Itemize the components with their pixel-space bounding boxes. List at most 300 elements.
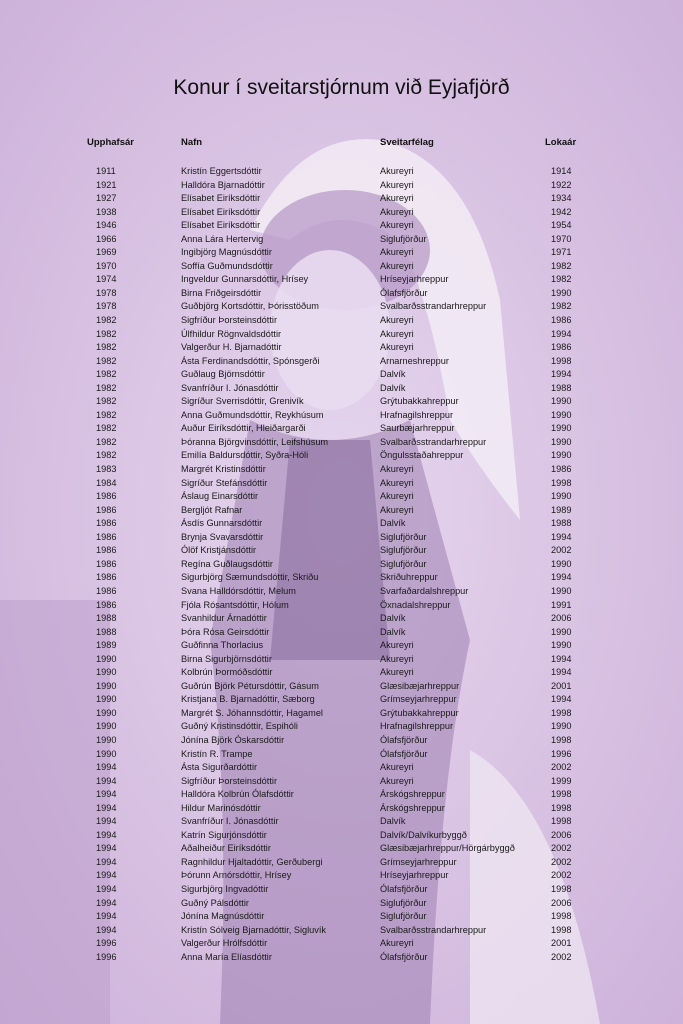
cell-end-year: 1991 <box>551 599 572 610</box>
cell-name: Svanfríður I. Jónasdóttir <box>181 382 279 393</box>
cell-name: Birna Friðgeirsdóttir <box>181 287 262 298</box>
cell-name: Emilía Baldursdóttir, Syðra-Hóli <box>181 450 309 461</box>
cell-municipality: Siglufjörður <box>380 897 427 908</box>
table-row <box>0 585 683 599</box>
cell-name: Ásta Ferdinandsdóttir, Spónsgerði <box>181 355 320 366</box>
cell-name: Elísabet Eiríksdóttir <box>181 193 261 204</box>
cell-end-year: 1998 <box>551 802 572 813</box>
cell-start-year: 1988 <box>96 626 117 637</box>
cell-end-year: 1994 <box>551 667 572 678</box>
cell-name: Þórunn Arnórsdóttir, Hrísey <box>181 870 292 881</box>
cell-start-year: 1994 <box>96 911 117 922</box>
table-row <box>0 233 683 247</box>
cell-name: Sigfríður Þorsteinsdóttir <box>181 775 277 786</box>
cell-municipality: Akureyri <box>380 260 414 271</box>
table-row <box>0 206 683 220</box>
cell-start-year: 1982 <box>96 450 117 461</box>
cell-municipality: Öngulsstaðahreppur <box>380 450 464 461</box>
cell-end-year: 1998 <box>551 477 572 488</box>
cell-start-year: 1996 <box>96 938 117 949</box>
table-row <box>0 409 683 423</box>
cell-municipality: Svalbarðsstrandarhreppur <box>380 924 487 935</box>
cell-start-year: 1996 <box>96 951 117 962</box>
cell-name: Kolbrún Þormóðsdóttir <box>181 667 273 678</box>
cell-start-year: 1982 <box>96 342 117 353</box>
cell-end-year: 1942 <box>551 206 572 217</box>
cell-start-year: 1990 <box>96 707 117 718</box>
table-row <box>0 531 683 545</box>
cell-name: Ingibjörg Magnúsdóttir <box>181 247 272 258</box>
cell-start-year: 1982 <box>96 328 117 339</box>
table-row <box>0 883 683 897</box>
cell-municipality: Akureyri <box>380 667 414 678</box>
cell-municipality: Akureyri <box>380 179 414 190</box>
table-row <box>0 951 683 965</box>
cell-name: Svanhildur Árnadóttir <box>181 613 267 624</box>
cell-end-year: 1998 <box>551 883 572 894</box>
cell-end-year: 1990 <box>551 423 572 434</box>
table-row <box>0 260 683 274</box>
cell-name: Ingveldur Gunnarsdóttir, Hrísey <box>181 274 309 285</box>
cell-name: Auður Eiríksdóttir, Hleiðargarði <box>181 423 306 434</box>
cell-start-year: 1994 <box>96 897 117 908</box>
cell-municipality: Grýtubakkahreppur <box>380 707 459 718</box>
cell-start-year: 1990 <box>96 748 117 759</box>
cell-end-year: 1998 <box>551 734 572 745</box>
cell-start-year: 1982 <box>96 355 117 366</box>
cell-end-year: 1990 <box>551 409 572 420</box>
cell-start-year: 1994 <box>96 883 117 894</box>
cell-municipality: Skriðuhreppur <box>380 572 438 583</box>
cell-end-year: 2002 <box>551 870 572 881</box>
cell-start-year: 1994 <box>96 924 117 935</box>
cell-start-year: 1978 <box>96 287 117 298</box>
cell-municipality: Öxnadalshreppur <box>380 599 451 610</box>
cell-name: Sigfríður Þorsteinsdóttir <box>181 315 277 326</box>
table-row <box>0 748 683 762</box>
cell-start-year: 1984 <box>96 477 117 488</box>
column-header-municipality: Sveitarfélag <box>380 137 434 148</box>
cell-end-year: 1990 <box>551 640 572 651</box>
table-row <box>0 910 683 924</box>
cell-end-year: 1988 <box>551 382 572 393</box>
cell-start-year: 1994 <box>96 816 117 827</box>
cell-municipality: Akureyri <box>380 504 414 515</box>
table-row <box>0 639 683 653</box>
table-row <box>0 246 683 260</box>
cell-municipality: Akureyri <box>380 477 414 488</box>
cell-municipality: Dalvík/Dalvíkurbyggð <box>380 829 467 840</box>
table-row <box>0 612 683 626</box>
cell-end-year: 1994 <box>551 694 572 705</box>
cell-name: Jónína Magnúsdóttir <box>181 911 265 922</box>
cell-end-year: 1990 <box>551 450 572 461</box>
cell-start-year: 1911 <box>96 166 116 176</box>
cell-end-year: 1986 <box>551 315 572 326</box>
cell-end-year: 1986 <box>551 342 572 353</box>
cell-start-year: 1986 <box>96 558 117 569</box>
table-row <box>0 693 683 707</box>
cell-end-year: 2002 <box>551 545 572 556</box>
table-row <box>0 477 683 491</box>
cell-municipality: Ólafsfjörður <box>380 748 428 759</box>
table-row <box>0 463 683 477</box>
cell-end-year: 1990 <box>551 491 572 502</box>
cell-start-year: 1966 <box>96 233 117 244</box>
cell-name: Kristjana B. Bjarnadóttir, Sæborg <box>181 694 315 705</box>
cell-municipality: Akureyri <box>380 220 414 231</box>
cell-municipality: Hrafnagilshreppur <box>380 409 454 420</box>
cell-name: Guðbjörg Kortsdóttir, Þórisstöðum <box>181 301 319 312</box>
cell-start-year: 1986 <box>96 585 117 596</box>
cell-end-year: 2006 <box>551 829 572 840</box>
cell-municipality: Arnarneshreppur <box>380 355 449 366</box>
cell-name: Sigríður Stefánsdóttir <box>181 477 268 488</box>
cell-end-year: 2001 <box>551 938 572 949</box>
cell-name: Þóra Rósa Geirsdóttir <box>181 626 270 637</box>
cell-end-year: 1998 <box>551 707 572 718</box>
cell-end-year: 1988 <box>551 518 572 529</box>
cell-start-year: 1982 <box>96 382 117 393</box>
cell-municipality: Siglufjörður <box>380 531 427 542</box>
table-row <box>0 924 683 938</box>
cell-name: Aðalheiður Eiríksdóttir <box>181 843 271 854</box>
cell-end-year: 1934 <box>551 193 572 204</box>
cell-start-year: 1986 <box>96 572 117 583</box>
table-row <box>0 165 683 179</box>
table-row <box>0 341 683 355</box>
cell-municipality: Akureyri <box>380 328 414 339</box>
cell-name: Guðfinna Thorlacius <box>181 640 264 651</box>
cell-end-year: 1994 <box>551 328 572 339</box>
cell-municipality: Akureyri <box>380 342 414 353</box>
table-row <box>0 449 683 463</box>
cell-start-year: 1974 <box>96 274 117 285</box>
table-row <box>0 422 683 436</box>
cell-end-year: 1982 <box>551 274 572 285</box>
cell-start-year: 1990 <box>96 721 117 732</box>
cell-start-year: 1994 <box>96 856 117 867</box>
cell-municipality: Akureyri <box>380 762 414 773</box>
cell-end-year: 1994 <box>551 531 572 542</box>
cell-name: Ragnhildur Hjaltadóttir, Gerðubergi <box>181 856 323 867</box>
cell-name: Sigurbjörg Sæmundsdóttir, Skriðu <box>181 572 319 583</box>
cell-municipality: Grímseyjarhreppur <box>380 856 457 867</box>
cell-municipality: Svalbarðsstrandarhreppur <box>380 301 487 312</box>
cell-end-year: 1982 <box>551 301 572 312</box>
cell-municipality: Grímseyjarhreppur <box>380 694 457 705</box>
cell-end-year: 1970 <box>551 233 572 244</box>
cell-municipality: Hrafnagilshreppur <box>380 721 454 732</box>
cell-municipality: Dalvík <box>380 626 406 637</box>
cell-end-year: 1990 <box>551 721 572 732</box>
cell-name: Katrín Sigurjónsdóttir <box>181 829 267 840</box>
table-row <box>0 517 683 531</box>
cell-municipality: Akureyri <box>380 193 414 204</box>
cell-start-year: 1990 <box>96 653 117 664</box>
cell-end-year: 1990 <box>551 626 572 637</box>
cell-municipality: Glæsibæjarhreppur/Hörgárbyggð <box>380 843 515 854</box>
cell-name: Þóranna Björgvinsdóttir, Leifshúsum <box>181 436 329 447</box>
cell-name: Soffía Guðmundsdóttir <box>181 260 273 271</box>
cell-end-year: 1996 <box>551 748 572 759</box>
table-row <box>0 897 683 911</box>
cell-municipality: Svalbarðsstrandarhreppur <box>380 436 487 447</box>
cell-end-year: 1990 <box>551 436 572 447</box>
cell-start-year: 1994 <box>96 802 117 813</box>
cell-municipality: Siglufjörður <box>380 545 427 556</box>
table-row <box>0 666 683 680</box>
cell-municipality: Dalvík <box>380 382 406 393</box>
cell-municipality: Akureyri <box>380 640 414 651</box>
cell-name: Halldóra Kolbrún Ólafsdóttir <box>181 789 294 800</box>
cell-name: Regína Guðlaugsdóttir <box>181 558 273 569</box>
cell-name: Hildur Marinósdóttir <box>181 802 261 813</box>
cell-end-year: 2002 <box>551 856 572 867</box>
cell-end-year: 1990 <box>551 558 572 569</box>
cell-name: Ólöf Kristjánsdóttir <box>181 545 257 556</box>
cell-start-year: 1986 <box>96 518 117 529</box>
cell-name: Kristín Sólveig Bjarnadóttir, Sigluvík <box>181 924 327 935</box>
cell-start-year: 1990 <box>96 680 117 691</box>
cell-municipality: Dalvík <box>380 518 406 529</box>
cell-name: Valgerður Hrólfsdóttir <box>181 938 268 949</box>
cell-start-year: 1990 <box>96 667 117 678</box>
cell-start-year: 1994 <box>96 762 117 773</box>
cell-start-year: 1994 <box>96 829 117 840</box>
cell-start-year: 1982 <box>96 409 117 420</box>
cell-municipality: Árskógshreppur <box>380 789 445 800</box>
cell-end-year: 1998 <box>551 789 572 800</box>
cell-end-year: 1994 <box>551 653 572 664</box>
cell-start-year: 1982 <box>96 396 117 407</box>
cell-name: Elísabet Eiríksdóttir <box>181 220 261 231</box>
table-row <box>0 355 683 369</box>
cell-end-year: 1954 <box>551 220 572 231</box>
cell-end-year: 1971 <box>551 247 572 258</box>
cell-start-year: 1921 <box>96 179 117 190</box>
cell-start-year: 1983 <box>96 464 117 475</box>
cell-municipality: Akureyri <box>380 464 414 475</box>
cell-municipality: Svarfaðardalshreppur <box>380 585 469 596</box>
cell-end-year: 2006 <box>551 897 572 908</box>
table-row <box>0 328 683 342</box>
table-row <box>0 653 683 667</box>
table-row <box>0 287 683 301</box>
column-header-end-year: Lokaár <box>545 137 577 148</box>
table-row <box>0 192 683 206</box>
table-row <box>0 436 683 450</box>
column-header-name: Nafn <box>181 137 203 148</box>
table-row <box>0 314 683 328</box>
cell-start-year: 1986 <box>96 545 117 556</box>
cell-municipality: Ólafsfjörður <box>380 734 428 745</box>
table-row <box>0 788 683 802</box>
page-title: Konur í sveitarstjórnum við Eyjafjörð <box>173 76 510 99</box>
cell-start-year: 1982 <box>96 423 117 434</box>
table-row <box>0 680 683 694</box>
cell-end-year: 1989 <box>551 504 572 515</box>
cell-end-year: 1986 <box>551 464 572 475</box>
table-row <box>0 775 683 789</box>
cell-name: Guðrún Björk Pétursdóttir, Gásum <box>181 680 319 691</box>
cell-start-year: 1990 <box>96 694 117 705</box>
cell-name: Kristín R. Trampe <box>181 748 253 759</box>
cell-municipality: Akureyri <box>380 775 414 786</box>
cell-municipality: Akureyri <box>380 315 414 326</box>
table-row <box>0 856 683 870</box>
cell-start-year: 1994 <box>96 775 117 786</box>
table-row <box>0 937 683 951</box>
cell-start-year: 1994 <box>96 789 117 800</box>
cell-name: Sigurbjörg Ingvadóttir <box>181 883 269 894</box>
cell-end-year: 1998 <box>551 911 572 922</box>
cell-start-year: 1927 <box>96 193 117 204</box>
cell-start-year: 1986 <box>96 531 117 542</box>
cell-municipality: Akureyri <box>380 938 414 949</box>
cell-name: Birna Sigurbjörnsdóttir <box>181 653 272 664</box>
cell-start-year: 1978 <box>96 301 117 312</box>
cell-end-year: 1922 <box>551 179 572 190</box>
cell-end-year: 2002 <box>551 762 572 773</box>
cell-municipality: Akureyri <box>380 206 414 217</box>
cell-start-year: 1982 <box>96 315 117 326</box>
cell-start-year: 1986 <box>96 491 117 502</box>
cell-end-year: 2002 <box>551 843 572 854</box>
cell-name: Elísabet Eiríksdóttir <box>181 206 261 217</box>
table-row <box>0 626 683 640</box>
column-header-start-year: Upphafsár <box>87 137 134 148</box>
table-row <box>0 815 683 829</box>
cell-municipality: Dalvík <box>380 369 406 380</box>
cell-end-year: 1994 <box>551 572 572 583</box>
cell-municipality: Akureyri <box>380 247 414 258</box>
table-body <box>0 165 683 964</box>
cell-name: Ásdís Gunnarsdóttir <box>181 518 263 529</box>
table-row <box>0 504 683 518</box>
table-row <box>0 544 683 558</box>
table-row <box>0 219 683 233</box>
cell-municipality: Siglufjörður <box>380 558 427 569</box>
cell-name: Sigríður Sverrisdóttir, Grenivík <box>181 396 304 407</box>
cell-start-year: 1989 <box>96 640 117 651</box>
table-row <box>0 490 683 504</box>
cell-municipality: Dalvík <box>380 816 406 827</box>
cell-municipality: Grýtubakkahreppur <box>380 396 459 407</box>
cell-start-year: 1946 <box>96 220 117 231</box>
table-row <box>0 734 683 748</box>
table-row <box>0 179 683 193</box>
cell-start-year: 1938 <box>96 206 117 217</box>
cell-start-year: 1986 <box>96 599 117 610</box>
cell-name: Anna Guðmundsdóttir, Reykhúsum <box>181 409 324 420</box>
cell-municipality: Siglufjörður <box>380 233 427 244</box>
table-row <box>0 599 683 613</box>
cell-municipality: Dalvík <box>380 613 406 624</box>
cell-name: Ásta Sigurðardóttir <box>181 762 258 773</box>
cell-municipality: Hríseyjarhreppur <box>380 870 449 881</box>
cell-name: Svanfríður I. Jónasdóttir <box>181 816 279 827</box>
cell-start-year: 1994 <box>96 843 117 854</box>
cell-municipality: Siglufjörður <box>380 911 427 922</box>
table-row <box>0 720 683 734</box>
table-row <box>0 842 683 856</box>
cell-name: Anna María Elíasdóttir <box>181 951 272 962</box>
cell-municipality: Ólafsfjörður <box>380 951 428 962</box>
table-row <box>0 273 683 287</box>
cell-end-year: 1999 <box>551 775 572 786</box>
cell-start-year: 1970 <box>96 260 117 271</box>
table-row <box>0 571 683 585</box>
cell-name: Guðlaug Björnsdóttir <box>181 369 265 380</box>
cell-end-year: 1998 <box>551 924 572 935</box>
cell-name: Margrét Kristinsdóttir <box>181 464 266 475</box>
cell-start-year: 1986 <box>96 504 117 515</box>
cell-start-year: 1988 <box>96 613 117 624</box>
cell-municipality: Hríseyjarhreppur <box>380 274 449 285</box>
cell-municipality: Glæsibæjarhreppur <box>380 680 460 691</box>
cell-name: Brynja Svavarsdóttir <box>181 531 264 542</box>
table-row <box>0 829 683 843</box>
cell-end-year: 1998 <box>551 816 572 827</box>
cell-name: Kristín Eggertsdóttir <box>181 166 262 176</box>
cell-name: Halldóra Bjarnadóttir <box>181 179 265 190</box>
cell-end-year: 2001 <box>551 680 572 691</box>
cell-municipality: Saurbæjarhreppur <box>380 423 455 434</box>
table-row <box>0 382 683 396</box>
cell-start-year: 1969 <box>96 247 117 258</box>
cell-name: Úlfhildur Rögnvaldsdóttir <box>181 328 282 339</box>
cell-municipality: Ólafsfjörður <box>380 287 428 298</box>
cell-municipality: Akureyri <box>380 653 414 664</box>
cell-end-year: 1990 <box>551 287 572 298</box>
table-row <box>0 368 683 382</box>
cell-start-year: 1990 <box>96 734 117 745</box>
cell-name: Margrét S. Jóhannsdóttir, Hagamel <box>181 707 323 718</box>
cell-start-year: 1982 <box>96 369 117 380</box>
cell-end-year: 2002 <box>551 951 572 962</box>
cell-end-year: 1994 <box>551 369 572 380</box>
cell-end-year: 1982 <box>551 260 572 271</box>
cell-municipality: Ólafsfjörður <box>380 883 428 894</box>
cell-start-year: 1982 <box>96 436 117 447</box>
table-row <box>0 869 683 883</box>
cell-start-year: 1994 <box>96 870 117 881</box>
cell-name: Fjóla Rósantsdóttir, Hólum <box>181 599 289 610</box>
table-row <box>0 707 683 721</box>
table-row <box>0 558 683 572</box>
cell-end-year: 1990 <box>551 585 572 596</box>
cell-name: Áslaug Einarsdóttir <box>181 491 259 502</box>
cell-name: Guðný Kristinsdóttir, Espihóli <box>181 721 298 732</box>
cell-municipality: Akureyri <box>380 491 414 502</box>
cell-name: Jónína Björk Óskarsdóttir <box>181 734 285 745</box>
table-row <box>0 802 683 816</box>
cell-municipality: Árskógshreppur <box>380 802 445 813</box>
table-row <box>0 300 683 314</box>
cell-end-year: 2006 <box>551 613 572 624</box>
cell-end-year: 1990 <box>551 396 572 407</box>
table-row <box>0 395 683 409</box>
cell-end-year: 1998 <box>551 355 572 366</box>
cell-name: Anna Lára Hertervig <box>181 233 264 244</box>
cell-name: Svana Halldórsdóttir, Melum <box>181 585 296 596</box>
cell-end-year: 1914 <box>551 166 572 176</box>
cell-name: Bergljót Rafnar <box>181 504 243 515</box>
cell-municipality: Akureyri <box>380 166 414 176</box>
cell-name: Valgerður H. Bjarnadóttir <box>181 342 282 353</box>
table-row <box>0 761 683 775</box>
